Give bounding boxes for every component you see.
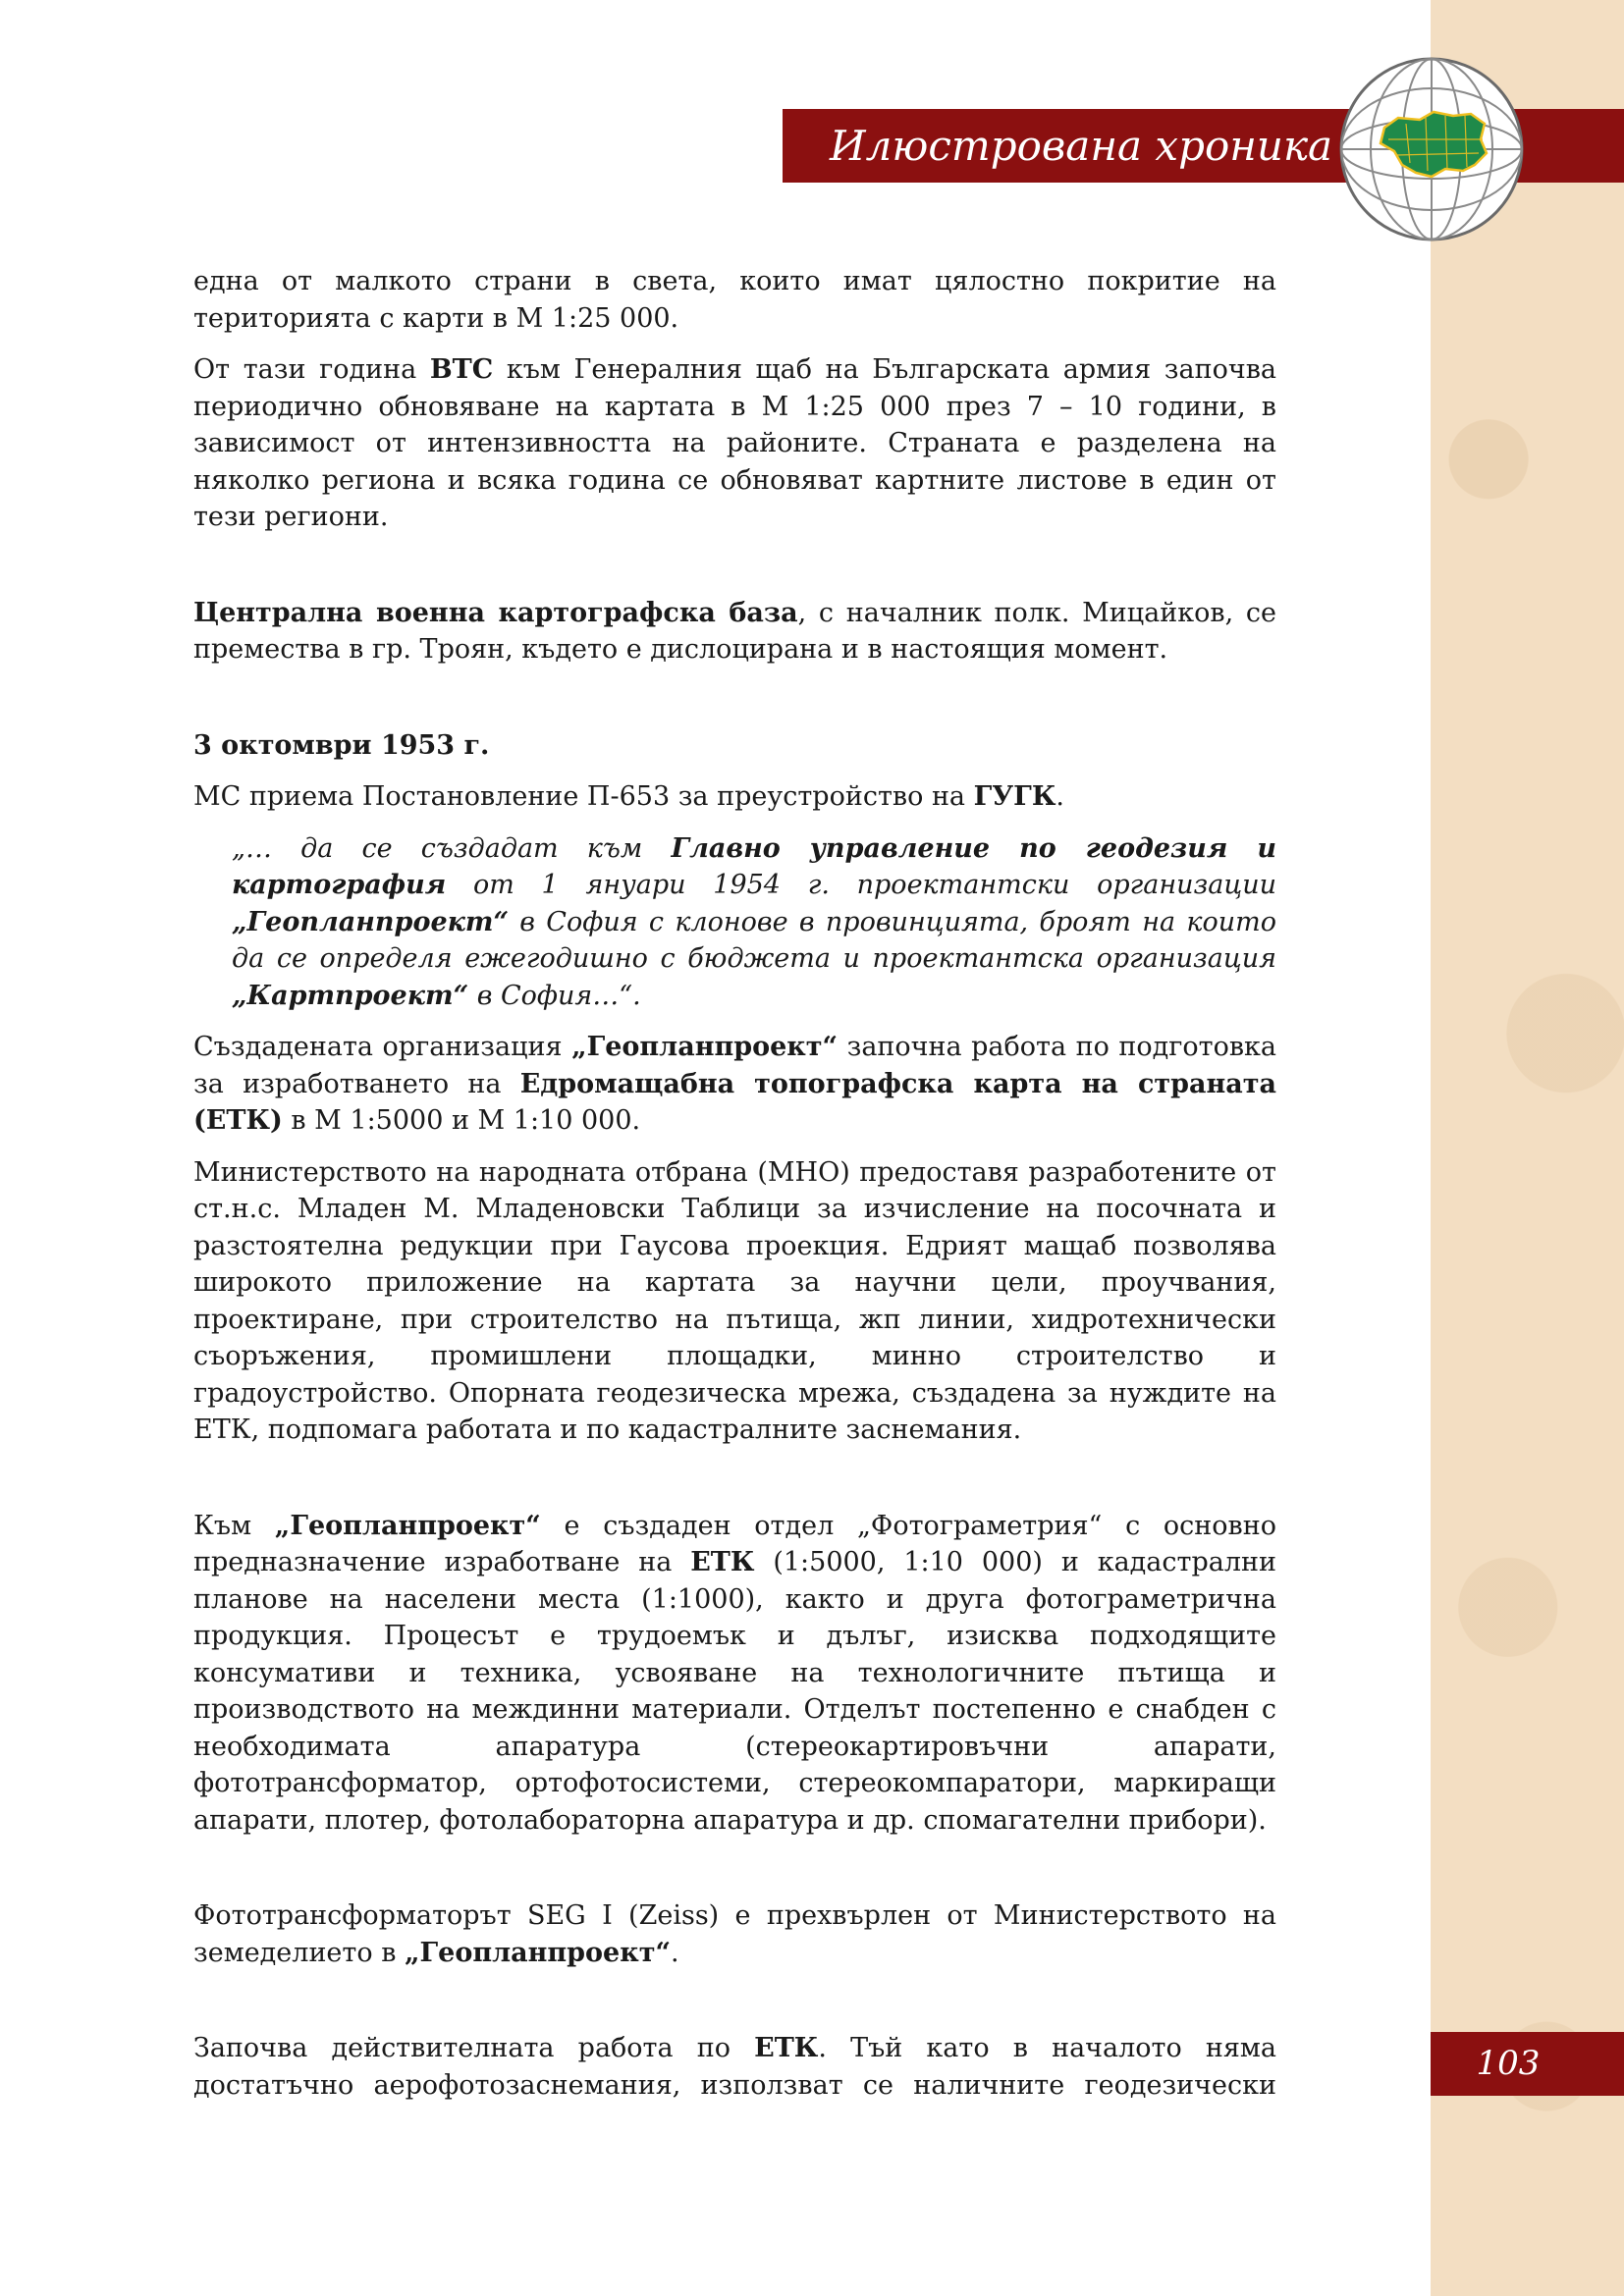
paragraph-8: Фототрансформаторът SEG I (Zeiss) е прехвърлен от Министерството на земеделието в „Геопланпроект“. [193,1900,1276,1968]
page-number: 103 [1476,2044,1541,2083]
paragraph-3: Централна военна картографска база, с началник полк. Мицайков, се премества в гр. Троян, където е дислоцирана и в настоящия момент. [193,597,1276,665]
decorative-sidebar [1431,0,1624,2296]
header-title: Илюстрована хроника [830,122,1333,170]
paragraph-6: Министерството на народната отбрана (МНО) предоставя разработените от ст.н.с. Младен М. Младеновски Таблици за изчисление на посочната и разстоятелна редукции при Гаусова проекция. Едрият мащаб позволява широкото приложение на картата за научни цели, проучвания, проектиране, при строителство на пътища, жп линии, хидротехнически съоръжения, промишлени площадки, минно строителство и градоустройство. Опорната геодезическа мрежа, създадена за нуждите на ЕТК, подпомага работата и по кадастралните заснемания. [193,1156,1276,1445]
page-content [193,263,1276,2104]
decree-quote: „… да се създадат към Главно управление по геодезия и картография от 1 януари 1954 г. проектантски организации „Геопланпроект“ в София с клонове в провинцията, броят на които да се определя ежегодишно с бюджета и проектантска организация „Картпроект“ в София…“. [232,832,1276,1011]
paragraph-2: От тази година ВТС към Генералния щаб на Българската армия започва периодично обновяване на картата в М 1:25 000 през 7 – 10 години, в зависимост от интензивността на районите. Страната е разделена на няколко региона и всяка година се обновяват картните листове в един от тези региони. [193,354,1276,532]
globe-map-bulgaria-icon [1337,55,1526,243]
paragraph-4: МС приема Постановление П-653 за преустройство на ГУГК. [193,781,1064,812]
paragraph-7: Към „Геопланпроект“ е създаден отдел „Фотограметрия“ с основно предназначение изработване на ЕТК (1:5000, 1:10 000) и кадастрални планове на населени места (1:1000), както и друга фотограметрична продукция. Процесът е трудоемък и дълъг, изисква подходящите консумативи и техника, усвояване на технологичните пътища и производството на междинни материали. Отделът постепенно е снабден с необходимата апаратура (стереокартировъчни апарати, фототрансформатор, ортофотосистеми, стереокомпаратори, маркиращи апарати, плотер, фотолабораторна апаратура и др. спомагателни прибори). [193,1510,1276,1836]
paragraph-9: Започва действителната работа по ЕТК. Тъй като в началото няма достатъчно аерофотозаснемания, използват се наличните геодезически [193,2033,1277,2101]
paragraph-1: една от малкото страни в света, които имат цялостно покритие на територията с карти в М 1:25 000. [193,266,1276,334]
date-heading: 3 октомври 1953 г. [193,729,490,761]
paragraph-5: Създадената организация „Геопланпроект“ започна работа по подготовка за изработването на Едромащабна топографска карта на страната (ЕТК) в М 1:5000 и М 1:10 000. [193,1032,1277,1136]
